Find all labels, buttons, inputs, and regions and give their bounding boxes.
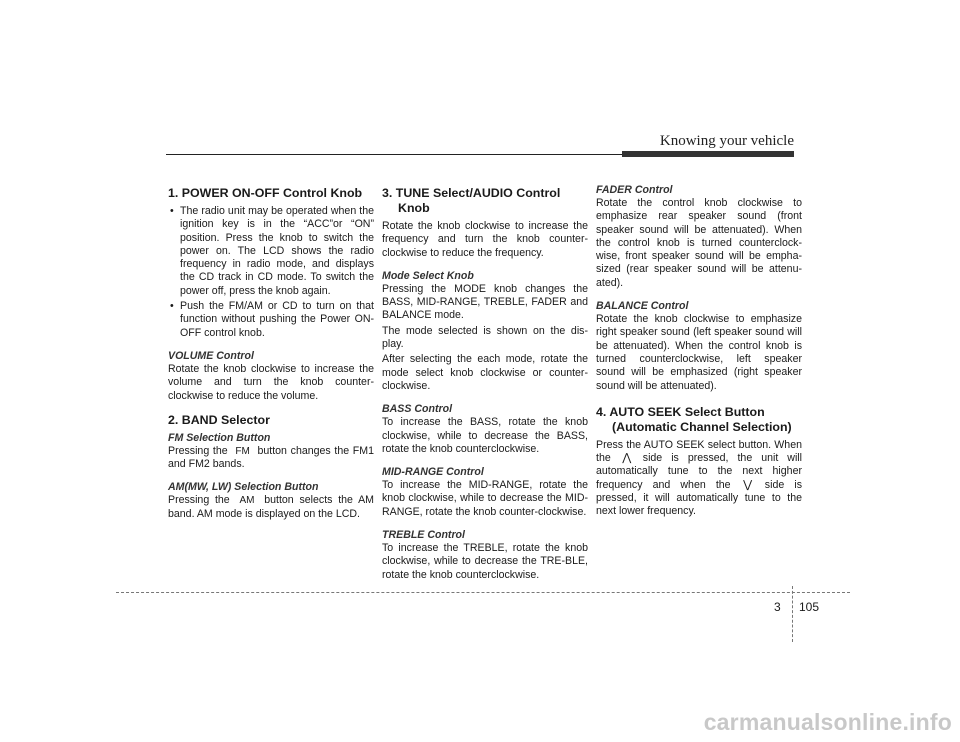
treble-text: To increase the TREBLE, rotate the knob clockwise, while to decrease the TRE-BLE, rotate the knob counterclockwise. bbox=[382, 542, 588, 581]
fm-button-label: FM bbox=[235, 445, 250, 457]
running-header: Knowing your vehicle bbox=[659, 133, 794, 149]
subtitle-volume: VOLUME Control bbox=[168, 349, 254, 362]
seek-down-icon: ⋁ bbox=[743, 478, 753, 491]
balance-text: Rotate the knob clockwise to emphasize right speaker sound (left speaker sound will be attenuated). When the control knob is turned counterclockwise, left speaker sound will be emphasized (right speaker sound will be attenuated). bbox=[596, 313, 802, 392]
mode-text-2: The mode selected is shown on the dis-play. bbox=[382, 324, 588, 351]
subtitle-balance: BALANCE Control bbox=[596, 300, 689, 313]
subtitle-am: AM(MW, LW) Selection Button bbox=[168, 481, 319, 494]
section-title-power: 1. POWER ON-OFF Control Knob bbox=[168, 186, 363, 200]
fader-text: Rotate the control knob clockwise to emphasize rear speaker sound (front speaker sound will be attenuated). When the control knob is turned counterclock-wise, front speaker sound will be empha-sized (rear speaker sound will be attenu-ated). bbox=[596, 197, 802, 289]
seek-up-icon: ⋀ bbox=[622, 452, 632, 465]
am-text bbox=[168, 494, 374, 521]
am-text-pre: Pressing the bbox=[168, 494, 230, 507]
seek-text-3: side is pressed, it will automatically tune to the next lower frequency. bbox=[596, 478, 802, 518]
subtitle-mode: Mode Select Knob bbox=[382, 269, 474, 282]
fm-text-post: button changes the FM1 and FM2 bands. bbox=[168, 444, 374, 471]
page-number: 105 bbox=[799, 600, 820, 614]
chapter-number: 3 bbox=[774, 600, 781, 614]
power-bullets bbox=[168, 205, 374, 340]
list-item: • The radio unit may be operated when the ignition key is in the “ACC”or “ON” position. Press the knob to switch the power on. The LCD shows the radio frequency in radio mode, and displays the CD track in CD mode. To switch the power off, press the knob again. bbox=[168, 205, 374, 298]
seek-text-2: side is pressed, the unit will automatically tune to the next higher frequency and when the bbox=[596, 452, 803, 491]
mode-text-1: Pressing the MODE knob changes the BASS, MID-RANGE, TREBLE, FADER and BALANCE mode. bbox=[382, 282, 588, 322]
volume-text: Rotate the knob clockwise to increase the volume and turn the knob counter-clockwise to reduce the volume. bbox=[168, 362, 374, 402]
watermark: carmanualsonline.info bbox=[703, 709, 952, 735]
am-button-label: AM bbox=[239, 495, 255, 507]
column-3 bbox=[596, 178, 802, 521]
footer-rule bbox=[116, 592, 850, 593]
seek-text-1: Press the AUTO SEEK select button. When the bbox=[596, 438, 802, 465]
subtitle-mid: MID-RANGE Control bbox=[382, 466, 484, 479]
am-text-post: button selects the AM band. AM mode is displayed on the LCD. bbox=[168, 494, 374, 520]
column-1 bbox=[168, 178, 374, 523]
section-title-tune-line1: 3. TUNE Select/AUDIO Control bbox=[382, 186, 561, 200]
section-title-tune bbox=[382, 186, 588, 216]
column-2 bbox=[382, 178, 588, 584]
fm-text bbox=[168, 445, 374, 472]
subtitle-fader: FADER Control bbox=[596, 184, 673, 196]
subtitle-treble: TREBLE Control bbox=[382, 529, 465, 542]
header-rule-accent bbox=[622, 151, 794, 157]
fm-text-pre: Pressing the bbox=[168, 444, 228, 457]
section-title-seek bbox=[596, 405, 802, 435]
section-title-seek-line2: (Automatic Channel Selection) bbox=[612, 419, 792, 434]
subtitle-fm: FM Selection Button bbox=[168, 431, 271, 444]
mid-text: To increase the MID-RANGE, rotate the knob clockwise, while to decrease the MID-RANGE, rotate the knob counter-clockwise. bbox=[382, 479, 588, 518]
subtitle-bass: BASS Control bbox=[382, 403, 453, 416]
section-title-tune-line2: Knob bbox=[398, 201, 430, 215]
section-title-seek-line1: 4. AUTO SEEK Select Button bbox=[596, 404, 765, 419]
list-item: • Push the FM/AM or CD to turn on that function without pushing the Power ON-OFF control knob. bbox=[168, 300, 374, 340]
mode-text-3: After selecting the each mode, rotate the mode select knob clockwise or counter-clockwise. bbox=[382, 353, 588, 392]
bass-text: To increase the BASS, rotate the knob clockwise, while to decrease the BASS, rotate the knob counterclockwise. bbox=[382, 416, 588, 455]
footer-divider bbox=[792, 586, 793, 642]
section-title-band: 2. BAND Selector bbox=[168, 412, 270, 427]
tune-text: Rotate the knob clockwise to increase the frequency and turn the knob counter-clockwise to reduce the frequency. bbox=[382, 220, 588, 259]
seek-text bbox=[596, 439, 802, 519]
